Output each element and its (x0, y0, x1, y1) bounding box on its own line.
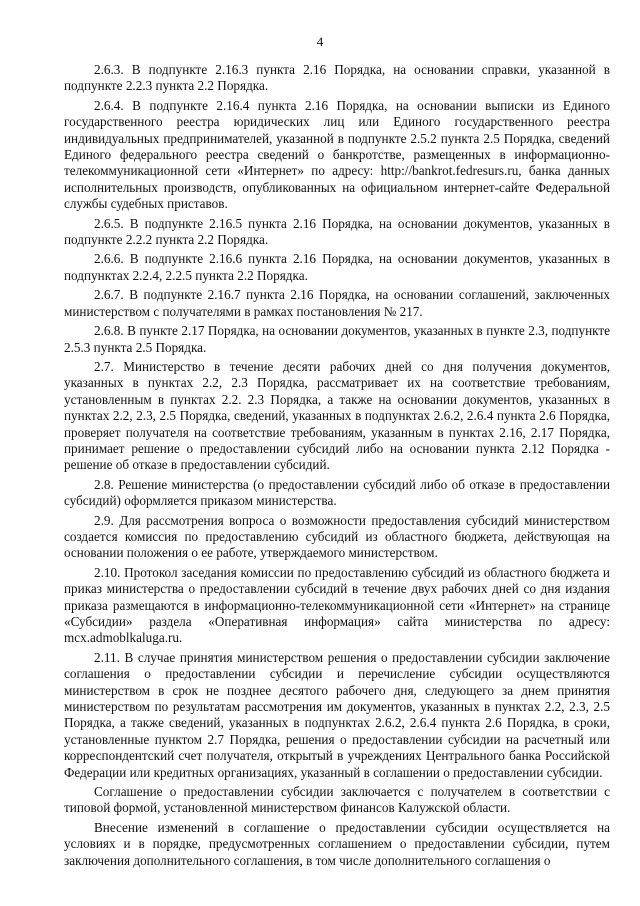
paragraph-2-6-5: 2.6.5. В подпункте 2.16.5 пункта 2.16 Порядка, на основании документов, указанных в подпункте 2.2.2 пункта 2.2 Порядка. (64, 215, 610, 248)
page-number: 4 (316, 34, 324, 49)
paragraph-2-7: 2.7. Министерство в течение десяти рабочих дней со дня получения документов, указанных в пунктах 2.2, 2.3 Порядка, рассматривает их на соответствие требованиям, установленным в пунктах 2.2. 2.3 Порядка, а также на основании документов, указанных в пунктах 2.2, 2.3, 2.5 Порядка, сведений, указанных в подпунктах 2.6.2, 2.6.4 пункта 2.6 Порядка, проверяет получателя на соответствие требованиям, указанным в пунктах 2.16, 2.17 Порядка, принимает решение о предоставлении субсидий либо на основании пункта 2.12 Порядка - решение об отказе в предоставлении субсидий. (64, 358, 610, 473)
paragraph-2-10: 2.10. Протокол заседания комиссии по предоставлению субсидий из областного бюджета и приказ министерства о предоставлении субсидий в течение двух рабочих дней со дня издания приказа размещаются в информационно-телекоммуникационной сети «Интернет» на странице «Субсидии» раздела «Оперативная информация» сайта министерства по адресу: mcx.admoblkaluga.ru. (64, 564, 610, 646)
paragraph-agreement-form: Соглашение о предоставлении субсидии заключается с получателем в соответствии с типовой формой, установленной министерством финансов Калужской области. (64, 784, 610, 816)
document-body (64, 62, 610, 872)
paragraph-agreement-changes: Внесение изменений в соглашение о предоставлении субсидии осуществляется на условиях и в порядке, предусмотренных соглашением о предоставлении субсидии, путем заключения дополнительного соглашения, в том числе дополнительного соглашения о (64, 819, 610, 868)
paragraph-2-9: 2.9. Для рассмотрения вопроса о возможности предоставления субсидий министерством создается комиссия по предоставлению субсидий из областного бюджета, действующая на основании положения о ее работе, утверждаемого министерством. (64, 512, 610, 561)
paragraph-2-11: 2.11. В случае принятия министерством решения о предоставлении субсидии заключение соглашения о предоставлении субсидии и перечисление субсидии осуществляются министерством в срок не позднее десятого рабочего дня, следующего за днем принятия министерством по результатам рассмотрения им документов, указанных в пунктах 2.2, 2.3, 2.5 Порядка, а также сведений, указанных в подпунктах 2.6.2, 2.6.4 пункта 2.6 Порядка, в сроки, установленные пунктом 2.7 Порядка, решения о предоставлении субсидии на расчетный или корреспондентский счет получателя, открытый в учреждениях Центрального банка Российской Федерации или кредитных организациях, указанный в соглашении о предоставлении субсидии. (64, 649, 610, 780)
paragraph-2-6-3: 2.6.3. В подпункте 2.16.3 пункта 2.16 Порядка, на основании справки, указанной в подпункте 2.2.3 пункта 2.2 Порядка. (64, 62, 610, 94)
paragraph-2-6-4: 2.6.4. В подпункте 2.16.4 пункта 2.16 Порядка, на основании выписки из Единого государственного реестра юридических лиц или Единого государственного реестра индивидуальных предпринимателей, указанной в подпункте 2.5.2 пункта 2.5 Порядка, сведений Единого федерального реестра сведений о банкротстве, размещенных в информационно-телекоммуникационной сети «Интернет» по адресу: http://bankrot.fedresurs.ru, банка данных исполнительных производств, опубликованных на официальном интернет-сайте Федеральной службы судебных приставов. (64, 97, 610, 212)
paragraph-2-6-6: 2.6.6. В подпункте 2.16.6 пункта 2.16 Порядка, на основании документов, указанных в подпунктах 2.2.4, 2.2.5 пункта 2.2 Порядка. (64, 251, 610, 283)
paragraph-2-8: 2.8. Решение министерства (о предоставлении субсидий либо об отказе в предоставлении субсидий) оформляется приказом министерства. (64, 476, 610, 509)
paragraph-2-6-7: 2.6.7. В подпункте 2.16.7 пункта 2.16 Порядка, на основании соглашений, заключенных министерством с получателями в рамках постановления № 217. (64, 287, 610, 319)
paragraph-2-6-8: 2.6.8. В пункте 2.17 Порядка, на основании документов, указанных в пункте 2.3, подпункте 2.5.3 пункта 2.5 Порядка. (64, 323, 610, 355)
